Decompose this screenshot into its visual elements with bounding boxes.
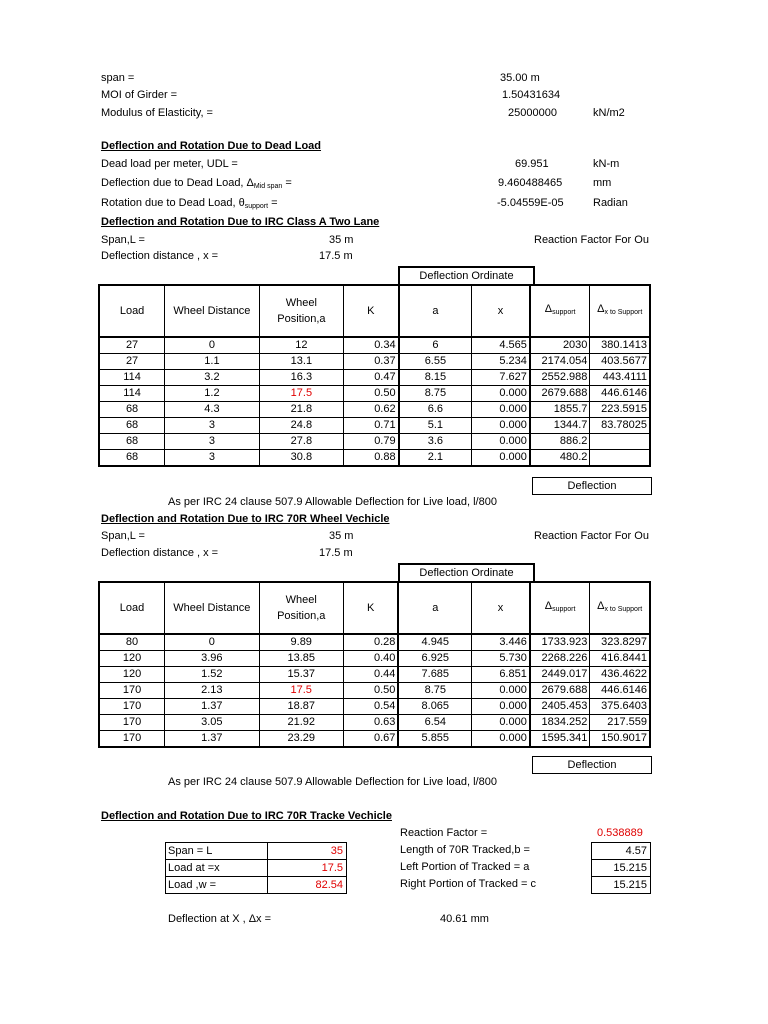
table-cell: 3.6 — [399, 434, 472, 450]
table-row — [99, 354, 650, 370]
table-cell: 443.4111 — [590, 370, 650, 386]
table-cell: 0 — [165, 634, 259, 651]
wheel-70r-heading: Deflection and Rotation Due to IRC 70R Wheel Vechicle — [101, 513, 390, 525]
table-cell: 0.000 — [472, 386, 530, 402]
table-cell: 170 — [99, 715, 165, 731]
table-cell: 12 — [259, 337, 343, 354]
table-cell: 2679.688 — [530, 386, 590, 402]
table-cell: 1344.7 — [530, 418, 590, 434]
table-cell: 150.9017 — [590, 731, 650, 748]
table-cell: 0.47 — [344, 370, 399, 386]
tracked-right-value: 15.215 — [613, 879, 647, 891]
span-label: span = — [101, 72, 135, 84]
udl-unit: kN-m — [593, 158, 620, 170]
table-cell: 1834.252 — [530, 715, 590, 731]
table-cell — [590, 434, 650, 450]
table-cell: 8.15 — [399, 370, 472, 386]
modulus-value: 25000000 — [508, 107, 557, 119]
wheel-70r-span-label: Span,L = — [101, 530, 145, 542]
table-cell: 0.28 — [343, 634, 398, 651]
col-k: K — [343, 582, 398, 634]
table-cell: 0.71 — [344, 418, 399, 434]
table-cell: 0.000 — [472, 450, 530, 467]
table-cell: 24.8 — [259, 418, 343, 434]
table-cell: 3.05 — [165, 715, 259, 731]
table-header-row — [99, 285, 650, 337]
table-cell: 446.6146 — [590, 386, 650, 402]
tracked-right-label: Right Portion of Tracked = c — [400, 878, 537, 890]
table-cell: 1.37 — [165, 731, 259, 748]
table-cell: 68 — [99, 434, 165, 450]
table-cell: 0 — [165, 337, 260, 354]
tracked-deflection-value: 40.61 mm — [440, 913, 489, 925]
table-row — [99, 699, 650, 715]
table-cell: 6.6 — [399, 402, 472, 418]
table-cell: 8.065 — [398, 699, 471, 715]
table-cell: 6.925 — [398, 651, 471, 667]
table-cell: 13.1 — [259, 354, 343, 370]
table-cell: 1855.7 — [530, 402, 590, 418]
table-cell: 3 — [165, 418, 260, 434]
table-cell: 6.851 — [472, 667, 530, 683]
table-cell: 7.685 — [398, 667, 471, 683]
table-cell: 0.79 — [344, 434, 399, 450]
moi-label: MOI of Girder = — [101, 89, 178, 101]
table-cell: 0.50 — [343, 683, 398, 699]
table-cell: 83.78025 — [590, 418, 650, 434]
table-cell: 1.1 — [165, 354, 260, 370]
tracked-loadx-value: 17.5 — [268, 860, 346, 877]
col-wheel-position: Wheel Position,a — [259, 285, 343, 337]
tracked-left-value: 15.215 — [592, 860, 650, 877]
table-cell: 0.34 — [344, 337, 399, 354]
table-cell: 0.000 — [472, 402, 530, 418]
udl-label: Dead load per meter, UDL = — [101, 158, 238, 170]
table-cell: 27 — [99, 337, 165, 354]
tracked-span-label: Span = L — [166, 843, 268, 860]
tracked-loadx-label: Load at =x — [166, 860, 268, 877]
table-cell: 416.8441 — [590, 651, 650, 667]
table-cell: 68 — [99, 418, 165, 434]
table-row — [99, 667, 650, 683]
tracked-reaction-value: 0.538889 — [597, 827, 643, 839]
table-cell: 380.1413 — [590, 337, 650, 354]
table-cell: 0.000 — [472, 731, 530, 748]
table-cell — [590, 450, 650, 467]
class-a-ordinate-header: Deflection Ordinate — [398, 266, 535, 285]
table-cell: 1.2 — [165, 386, 260, 402]
table-row — [99, 418, 650, 434]
table-cell: 6 — [399, 337, 472, 354]
table-cell: 217.559 — [590, 715, 650, 731]
table-cell: 1595.341 — [530, 731, 590, 748]
wheel-70r-note: As per IRC 24 clause 507.9 Allowable Deflection for Live load, l/800 — [168, 776, 497, 788]
table-cell: 0.67 — [343, 731, 398, 748]
moi-value: 1.50431634 — [502, 89, 561, 101]
col-wheel-distance: Wheel Distance — [165, 582, 259, 634]
table-cell: 5.1 — [399, 418, 472, 434]
table-cell: 0.44 — [343, 667, 398, 683]
table-cell: 120 — [99, 667, 165, 683]
table-cell: 0.000 — [472, 699, 530, 715]
table-cell: 0.88 — [344, 450, 399, 467]
wheel-70r-ordinate-header: Deflection Ordinate — [398, 563, 535, 582]
tracked-deflection-label: Deflection at X , Δx = — [168, 913, 272, 925]
table-cell: 15.37 — [259, 667, 343, 683]
dead-deflection-value: 9.460488465 — [498, 177, 563, 189]
table-cell: 1.52 — [165, 667, 259, 683]
udl-value: 69.951 — [515, 158, 549, 170]
tracked-span-value: 35 — [268, 843, 346, 860]
col-delta-support: $\Delta_{support}$ — [530, 285, 590, 337]
wheel-70r-distance-label: Deflection distance , x = — [101, 547, 219, 559]
table-cell: 68 — [99, 450, 165, 467]
table-cell: 0.000 — [472, 683, 530, 699]
table-cell: 0.000 — [472, 418, 530, 434]
class-a-deflection-label: Deflection — [532, 477, 652, 495]
wheel-70r-distance-value: 17.5 m — [319, 547, 353, 559]
col-load: Load — [99, 285, 165, 337]
table-cell: 5.730 — [472, 651, 530, 667]
table-row — [99, 450, 650, 467]
table-cell: 3.96 — [165, 651, 259, 667]
table-cell: 6.55 — [399, 354, 472, 370]
col-delta-x-support: $\Delta_{x to Support}$ — [590, 285, 650, 337]
table-cell: 4.945 — [398, 634, 471, 651]
table-cell: 0.000 — [472, 715, 530, 731]
table-cell: 30.8 — [259, 450, 343, 467]
table-cell: 17.5 — [259, 386, 343, 402]
table-cell: 16.3 — [259, 370, 343, 386]
table-cell: 0.40 — [343, 651, 398, 667]
dead-rotation-value: -5.04559E-05 — [497, 197, 564, 209]
col-x: x — [472, 582, 530, 634]
table-row — [99, 715, 650, 731]
table-cell: 403.5677 — [590, 354, 650, 370]
table-cell: 1733.923 — [530, 634, 590, 651]
table-cell: 80 — [99, 634, 165, 651]
table-row — [99, 683, 650, 699]
table-cell: 2552.988 — [530, 370, 590, 386]
table-cell: 68 — [99, 402, 165, 418]
table-cell: 23.29 — [259, 731, 343, 748]
tracked-reaction-label: Reaction Factor = — [400, 827, 488, 839]
class-a-note: As per IRC 24 clause 507.9 Allowable Deflection for Live load, l/800 — [168, 496, 497, 508]
table-row — [99, 634, 650, 651]
class-a-heading: Deflection and Rotation Due to IRC Class A Two Lane — [101, 216, 380, 228]
tracked-input-labels — [165, 842, 268, 894]
table-cell: 4.3 — [165, 402, 260, 418]
col-wheel-distance: Wheel Distance — [165, 285, 260, 337]
table-cell: 0.37 — [344, 354, 399, 370]
col-k: K — [344, 285, 399, 337]
table-cell: 21.8 — [259, 402, 343, 418]
table-cell: 3.446 — [472, 634, 530, 651]
table-row — [99, 386, 650, 402]
tracked-loadw-label: Load ,w = — [168, 879, 217, 891]
class-a-span-label: Span,L = — [101, 234, 145, 246]
table-cell: 375.6403 — [590, 699, 650, 715]
tracked-left-label: Left Portion of Tracked = a — [400, 861, 530, 873]
table-cell: 18.87 — [259, 699, 343, 715]
tracked-loadw-value: 82.54 — [315, 879, 343, 891]
col-a: a — [398, 582, 471, 634]
table-cell: 120 — [99, 651, 165, 667]
table-cell: 2.13 — [165, 683, 259, 699]
class-a-reaction-label: Reaction Factor For Ou — [534, 234, 649, 246]
table-cell: 0.62 — [344, 402, 399, 418]
table-cell: 480.2 — [530, 450, 590, 467]
wheel-70r-reaction-label: Reaction Factor For Ou — [534, 530, 649, 542]
table-cell: 114 — [99, 386, 165, 402]
col-a: a — [399, 285, 472, 337]
table-cell: 3.2 — [165, 370, 260, 386]
table-cell: 170 — [99, 683, 165, 699]
dead-deflection-unit: mm — [593, 177, 612, 189]
table-cell: 2174.054 — [530, 354, 590, 370]
table-cell: 436.4622 — [590, 667, 650, 683]
table-row — [99, 337, 650, 354]
table-cell: 27.8 — [259, 434, 343, 450]
table-row — [99, 651, 650, 667]
dead-load-heading: Deflection and Rotation Due to Dead Load — [101, 140, 322, 152]
table-cell: 114 — [99, 370, 165, 386]
dead-rotation-label: Rotation due to Dead Load, $\theta_{support}$ = — [101, 197, 278, 210]
table-cell: 323.8297 — [590, 634, 650, 651]
tracked-input-values — [267, 842, 347, 894]
table-cell: 9.89 — [259, 634, 343, 651]
table-cell: 0.63 — [343, 715, 398, 731]
table-row — [99, 731, 650, 748]
table-cell: 886.2 — [530, 434, 590, 450]
table-row — [99, 402, 650, 418]
class-a-span-value: 35 m — [329, 234, 354, 246]
table-cell: 8.75 — [399, 386, 472, 402]
table-cell: 2679.688 — [530, 683, 590, 699]
col-x: x — [472, 285, 530, 337]
table-row — [99, 434, 650, 450]
table-cell: 0.54 — [343, 699, 398, 715]
table-cell: 170 — [99, 731, 165, 748]
modulus-label: Modulus of Elasticity, = — [101, 107, 213, 119]
table-cell: 7.627 — [472, 370, 530, 386]
class-a-distance-label: Deflection distance , x = — [101, 250, 219, 262]
table-cell: 2030 — [530, 337, 590, 354]
table-cell: 21.92 — [259, 715, 343, 731]
table-cell: 1.37 — [165, 699, 259, 715]
table-cell: 2405.453 — [530, 699, 590, 715]
table-cell: 223.5915 — [590, 402, 650, 418]
table-cell: 8.75 — [398, 683, 471, 699]
table-cell: 17.5 — [259, 683, 343, 699]
table-row — [99, 370, 650, 386]
col-wheel-position: Wheel Position,a — [259, 582, 343, 634]
wheel-70r-table — [98, 581, 651, 748]
col-delta-x-support: $\Delta_{x to Support}$ — [590, 582, 650, 634]
table-cell: 0.000 — [472, 434, 530, 450]
table-cell: 6.54 — [398, 715, 471, 731]
table-cell: 2449.017 — [530, 667, 590, 683]
table-cell: 3 — [165, 450, 260, 467]
table-cell: 5.234 — [472, 354, 530, 370]
dead-rotation-unit: Radian — [593, 197, 628, 209]
class-a-table — [98, 284, 651, 467]
tracked-dimension-values — [591, 842, 651, 894]
col-load: Load — [99, 582, 165, 634]
dead-deflection-label: Deflection due to Dead Load, $\Delta_{Mid span}$ = — [101, 177, 292, 190]
table-cell: 4.565 — [472, 337, 530, 354]
wheel-70r-deflection-label: Deflection — [532, 756, 652, 774]
table-cell: 446.6146 — [590, 683, 650, 699]
span-value: 35.00 m — [500, 72, 540, 84]
table-cell: 27 — [99, 354, 165, 370]
wheel-70r-span-value: 35 m — [329, 530, 354, 542]
tracked-length-label: Length of 70R Tracked,b = — [400, 844, 530, 856]
table-cell: 0.50 — [344, 386, 399, 402]
tracked-70r-heading: Deflection and Rotation Due to IRC 70R Tracke Vechicle — [101, 810, 392, 822]
class-a-distance-value: 17.5 m — [319, 250, 353, 262]
table-cell: 3 — [165, 434, 260, 450]
table-cell: 170 — [99, 699, 165, 715]
tracked-length-value: 4.57 — [592, 843, 650, 860]
table-header-row — [99, 582, 650, 634]
table-cell: 5.855 — [398, 731, 471, 748]
modulus-unit: kN/m2 — [593, 107, 625, 119]
table-cell: 2268.226 — [530, 651, 590, 667]
table-cell: 2.1 — [399, 450, 472, 467]
col-delta-support: $\Delta_{support}$ — [530, 582, 590, 634]
table-cell: 13.85 — [259, 651, 343, 667]
